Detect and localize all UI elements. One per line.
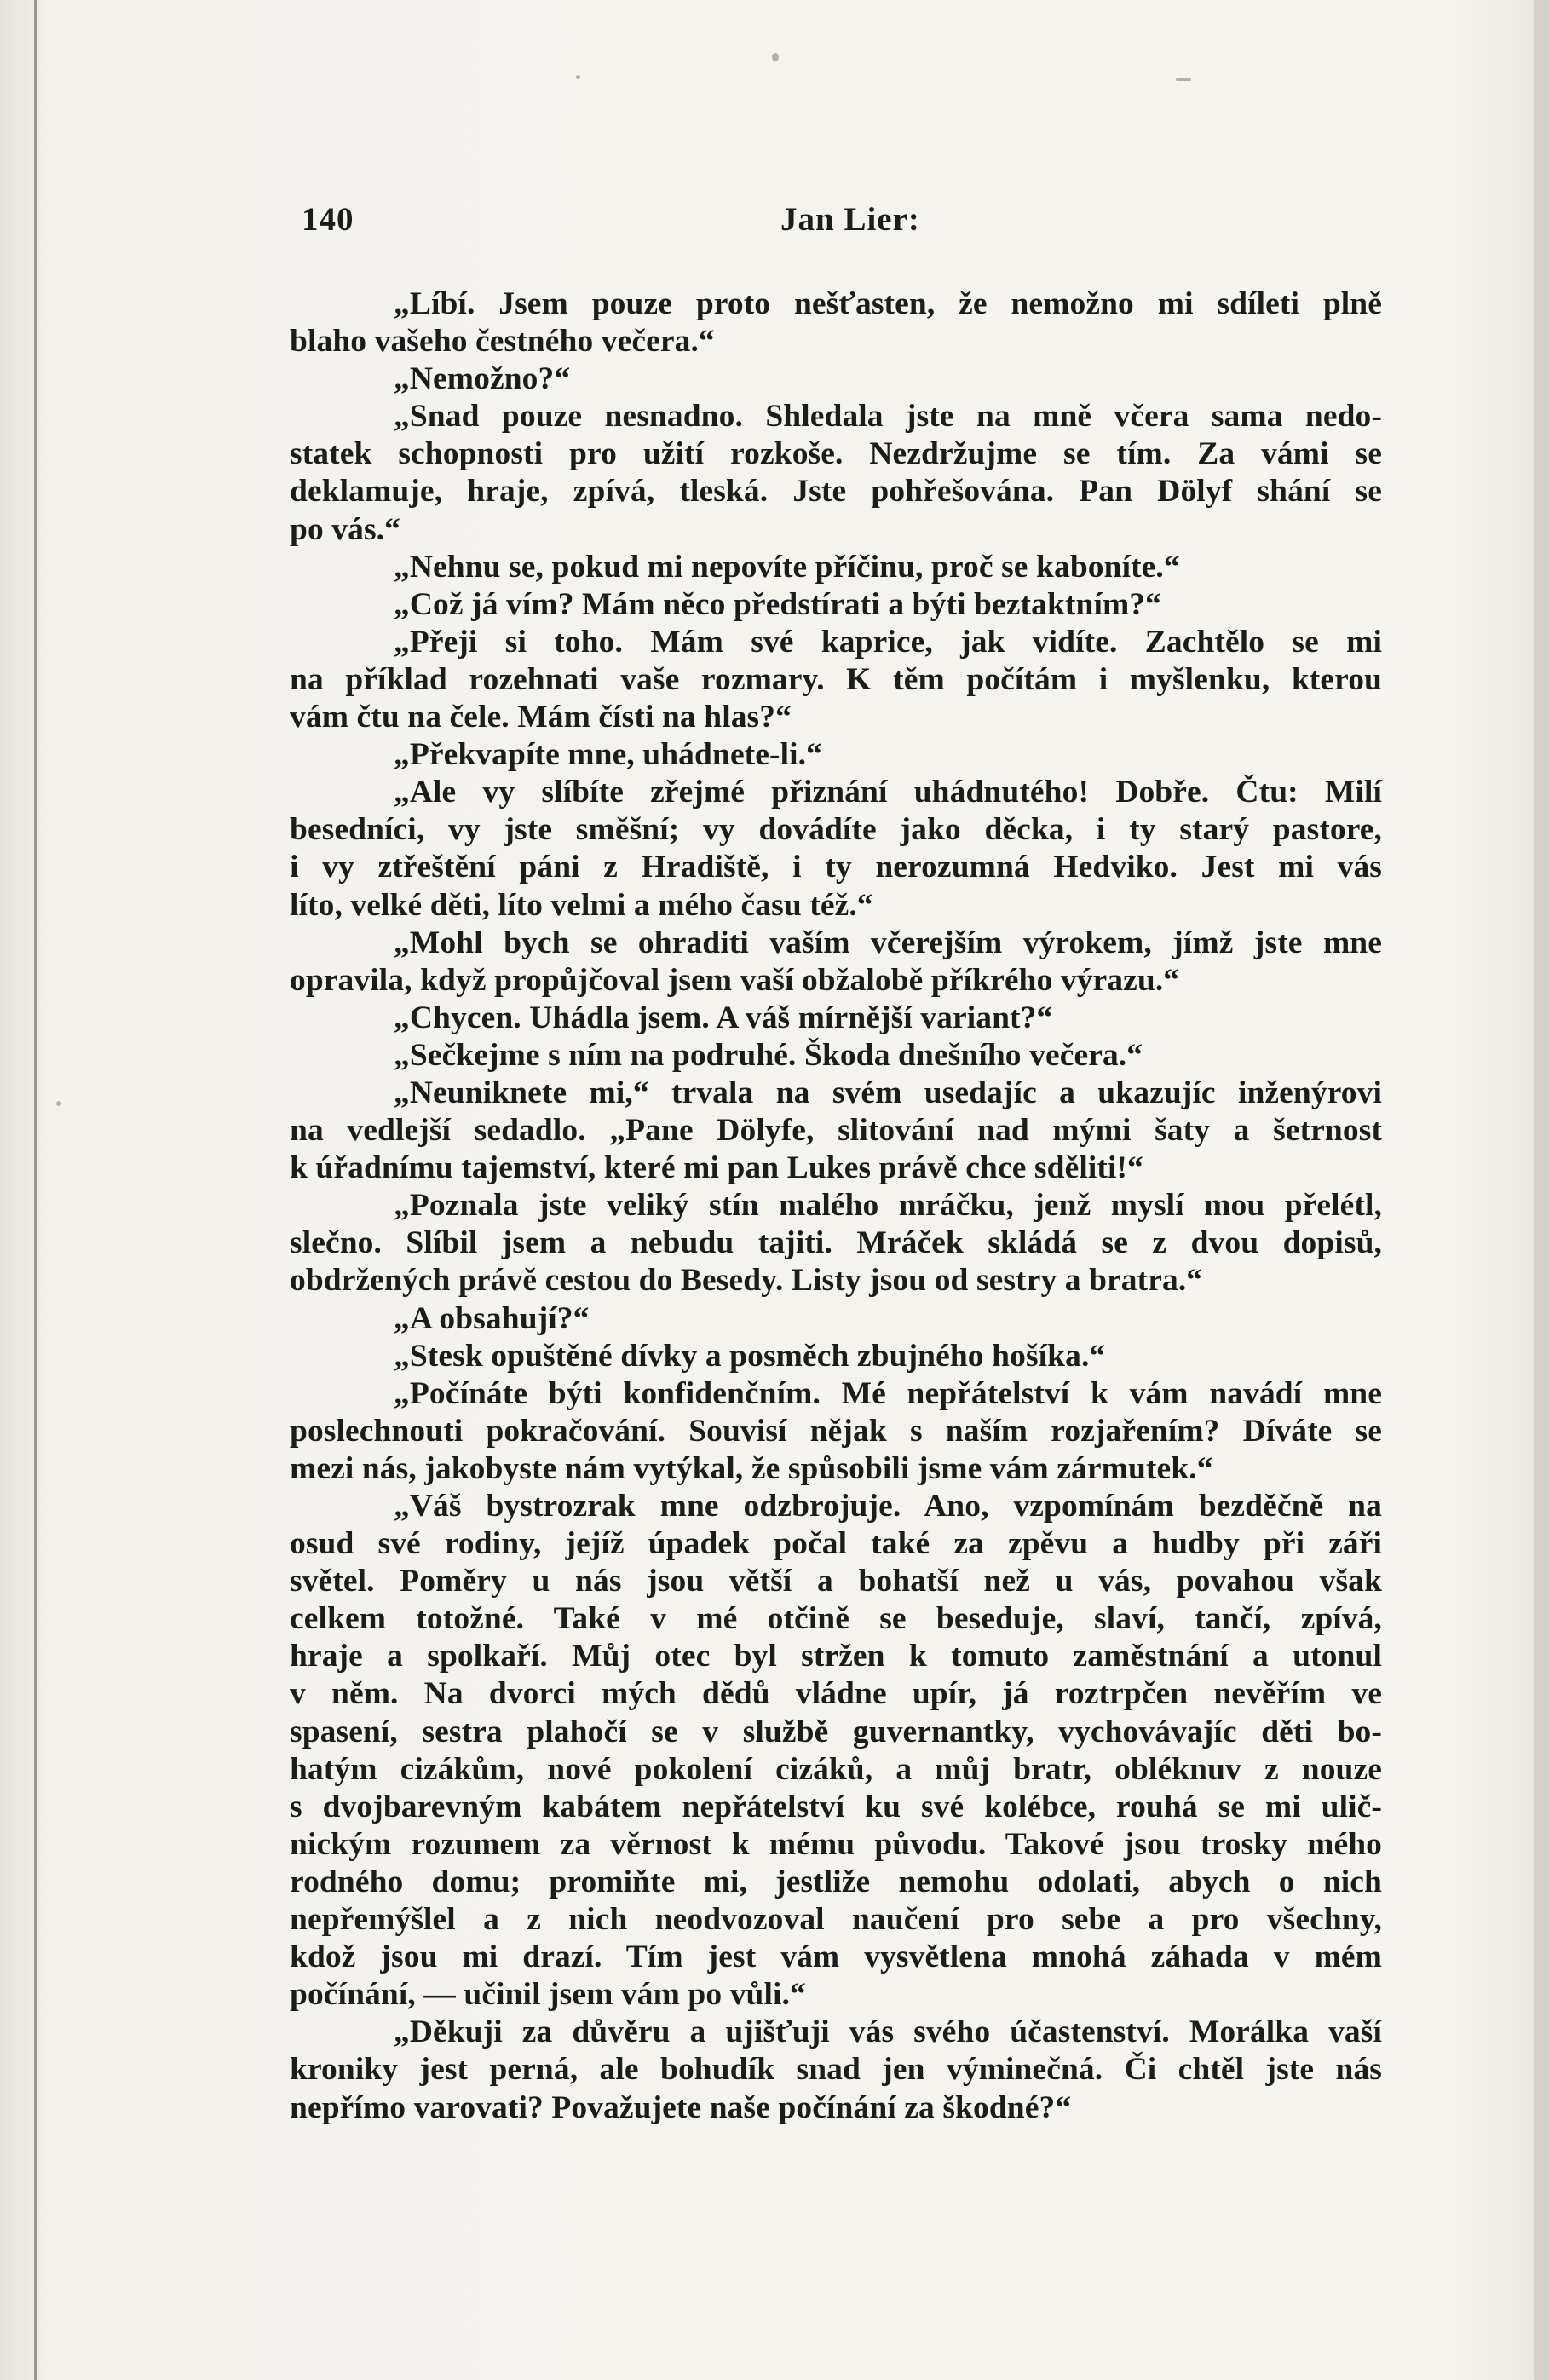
text-line: „Ale vy slíbíte zřejmé přiznání uhádnutého! Dobře. Čtu: Milí (394, 775, 1382, 810)
text-line: „Chycen. Uhádla jsem. A váš mírnější variant?“ (394, 1000, 1053, 1035)
text-line: statek schopnosti pro užití rozkoše. Nezdržujme se tím. Za vámi se (290, 436, 1382, 472)
text-line: poslechnouti pokračování. Souvisí nějak s naším rozjařením? Díváte se (290, 1413, 1382, 1449)
text-line: po vás.“ (290, 511, 400, 547)
print-speck (576, 75, 580, 79)
text-line: „Snad pouze nesnadno. Shledala jste na mně včera sama nedo- (394, 399, 1382, 435)
page-header (290, 200, 1382, 251)
text-line: hatým cizákům, nové pokolení cizáků, a můj bratr, obléknuv z nouze (290, 1751, 1382, 1787)
text-line: s dvojbarevným kabátem nepřátelství ku své kolébce, rouhá se mi ulič- (290, 1789, 1382, 1824)
text-line: „Sečkejme s ním na podruhé. Škoda dnešního večera.“ (394, 1037, 1143, 1073)
text-line: nepřímo varovati? Považujete naše počínání za škodné?“ (290, 2089, 1072, 2125)
text-line: besedníci, vy jste směšní; vy dovádíte jako děcka, i ty starý pastore, (290, 812, 1382, 848)
text-line: kdož jsou mi drazí. Tím jest vám vysvětlena mnohá záhada v mém (290, 1939, 1382, 1975)
text-line: spasení, sestra plahočí se v službě guvernantky, vychovávajíc děti bo- (290, 1714, 1382, 1749)
text-line: „Mohl bych se ohraditi vaším včerejším výrokem, jímž jste mne (394, 925, 1382, 960)
text-line: „Překvapíte mne, uhádnete-li.“ (394, 737, 822, 773)
text-line: osud své rodiny, jejíž úpadek počal také za zpěvu a hudby při záři (290, 1526, 1382, 1562)
text-line: celkem totožné. Také v mé otčině se beseduje, slaví, tančí, zpívá, (290, 1601, 1382, 1637)
text-line: „Přeji si toho. Mám své kaprice, jak vidíte. Zachtělo se mi (394, 624, 1382, 660)
text-line: na vedlejší sedadlo. „Pane Dölyfe, slitování nad mými šaty a šetrnost (290, 1113, 1382, 1149)
text-line: hraje a spolkaří. Můj otec byl stržen k tomuto zaměstnání a utonul (290, 1639, 1382, 1674)
text-line: deklamuje, hraje, zpívá, tleská. Jste pohřešována. Pan Dölyf shání se (290, 474, 1382, 510)
page-binding-edge (34, 0, 37, 2380)
text-line: nepřemýšlel a z nich neodvozoval naučení pro sebe a pro všechny, (290, 1902, 1382, 1938)
text-line: „A obsahují?“ (394, 1300, 590, 1336)
text-line: slečno. Slíbil jsem a nebudu tajiti. Mráček skládá se z dvou dopisů, (290, 1225, 1382, 1261)
text-line: světel. Poměry u nás jsou větší a bohatší než u vás, povahou však (290, 1564, 1382, 1599)
text-line: rodného domu; promiňte mi, jestliže nemohu odolati, abych o nich (290, 1864, 1382, 1899)
text-line: k úřadnímu tajemství, které mi pan Lukes právě chce sděliti!“ (290, 1150, 1143, 1186)
text-line: „Počínáte býti konfidenčním. Mé nepřátelství k vám navádí mne (394, 1375, 1382, 1411)
text-line: v něm. Na dvorci mých dědů vládne upír, já roztrpčen nevěřím ve (290, 1676, 1382, 1712)
text-line: „Děkuji za důvěru a ujišťuji vás svého účastenství. Morálka vaší (394, 2014, 1382, 2050)
text-line: „Poznala jste veliký stín malého mráčku, jenž myslí mou přelétl, (394, 1188, 1382, 1224)
text-line: líto, velké děti, líto velmi a mého času též.“ (290, 887, 873, 923)
text-line: na příklad rozehnati vaše rozmary. K těm počítám i myšlenku, kterou (290, 661, 1382, 697)
text-line: i vy ztřeštění páni z Hradiště, i ty nerozumná Hedviko. Jest mi vás (290, 850, 1382, 885)
text-line: opravila, když propůjčoval jsem vaší obžalobě příkrého výrazu.“ (290, 962, 1180, 998)
body-text (290, 285, 1382, 2127)
page-right-edge (1534, 0, 1549, 2380)
print-speck (1176, 78, 1191, 81)
text-line: mezi nás, jakobyste nám vytýkal, že spůsobili jsme vám zármutek.“ (290, 1450, 1213, 1486)
text-line: „Neuniknete mi,“ trvala na svém usedajíc a ukazujíc inženýrovi (394, 1075, 1382, 1110)
text-line: „Nehnu se, pokud mi nepovíte příčinu, proč se kaboníte.“ (394, 549, 1180, 585)
print-speck (56, 1101, 61, 1106)
text-line: blaho vašeho čestného večera.“ (290, 324, 715, 360)
text-line: počínání, — učinil jsem vám po vůli.“ (290, 1977, 806, 2013)
running-head: Jan Lier: (780, 201, 920, 238)
text-line: kroniky jest perná, ale bohudík snad jen výminečná. Či chtěl jste nás (290, 2052, 1382, 2088)
text-line: „Což já vím? Mám něco předstírati a býti beztaktním?“ (394, 586, 1161, 622)
text-line: „Stesk opuštěné dívky a posměch zbujného hošíka.“ (394, 1338, 1106, 1374)
text-line: nickým rozumem za věrnost k mému původu. Takové jsou trosky mého (290, 1826, 1382, 1862)
page-number: 140 (302, 201, 354, 238)
text-line: „Nemožno?“ (394, 361, 571, 397)
text-line: „Líbí. Jsem pouze proto nešťasten, že nemožno mi sdíleti plně (394, 286, 1382, 321)
text-line: obdržených právě cestou do Besedy. Listy jsou od sestry a bratra.“ (290, 1263, 1203, 1299)
text-line: vám čtu na čele. Mám čísti na hlas?“ (290, 700, 792, 735)
print-speck (772, 53, 779, 61)
text-line: „Váš bystrozrak mne odzbrojuje. Ano, vzpomínám bezděčně na (394, 1489, 1382, 1524)
